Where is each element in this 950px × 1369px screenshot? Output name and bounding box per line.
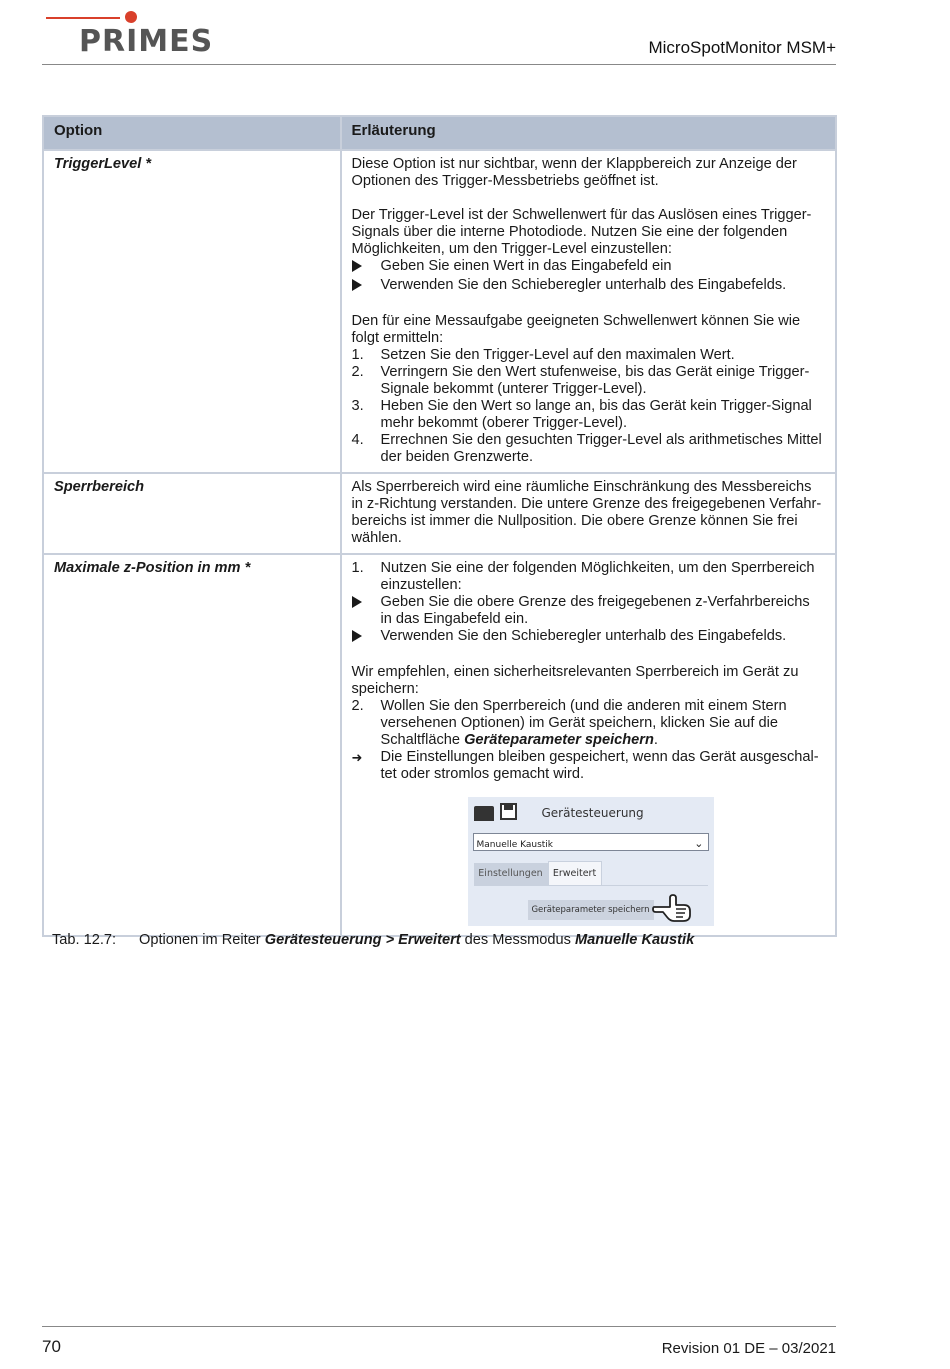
bullet-triangle-icon (352, 260, 362, 272)
paragraph: Den für eine Messaufgabe geeigneten Schwellenwert können Sie wie folgt ermitteln: (351, 313, 801, 346)
list-item: Geben Sie einen Wert in das Eingabefeld ein (352, 258, 826, 277)
panel-title: Gerätesteuerung (541, 806, 644, 820)
caption-number: Tab. 12.7: (52, 932, 117, 948)
footer-divider (42, 1326, 836, 1327)
pointing-hand-icon (652, 891, 694, 923)
tab-einstellungen[interactable]: Einstellungen (474, 863, 548, 885)
logo-text: PRIMES (79, 24, 214, 59)
options-table (42, 115, 837, 937)
folder-open-icon[interactable] (474, 806, 494, 821)
software-screenshot (468, 797, 714, 926)
result-arrow-icon: ➜ (351, 750, 363, 765)
paragraph: Wir empfehlen, einen sicherheitsrelevanten Sperrbereich im Gerät zu speichern: (351, 664, 799, 697)
save-parameters-button[interactable]: Geräteparameter speichern (528, 900, 654, 920)
option-explanation (341, 150, 837, 473)
revision-label: Revision 01 DE – 03/2021 (661, 1340, 836, 1357)
bullet-triangle-icon (352, 596, 362, 608)
paragraph: Als Sperrbereich wird eine räumliche Einschränkung des Messbereichs in z-Richtung verstanden. Die untere Grenze des freigegebenen Verfahrbereichs ist immer die Nullposition. Die obere Grenze können Sie frei wählen. (351, 479, 822, 546)
chevron-down-icon: ⌄ (694, 837, 704, 850)
logo-accent-line (46, 17, 120, 19)
save-disk-icon[interactable] (500, 803, 517, 820)
option-name: Sperrbereich (43, 473, 341, 554)
column-header-option: Option (43, 116, 341, 150)
tab-erweitert[interactable]: Erweitert (548, 861, 602, 885)
table-row (43, 150, 836, 473)
list-item: 3. Heben Sie den Wert so lange an, bis das Gerät kein Trigger-Signal mehr bekommt (oberer Trigger-Level). (351, 398, 812, 431)
option-name: TriggerLevel * (43, 150, 341, 473)
page-number: 70 (42, 1337, 61, 1356)
column-header-explanation: Erläuterung (341, 116, 837, 150)
option-name: Maximale z-Position in mm * (43, 554, 341, 936)
table-caption: Tab. 12.7: Optionen im Reiter Gerätesteuerung > Erweitert des Messmodus Manuelle Kaustik (52, 932, 695, 948)
header-divider (42, 64, 836, 65)
list-item: Verwenden Sie den Schieberegler unterhalb des Eingabefelds. (352, 628, 826, 647)
option-explanation (341, 554, 837, 936)
list-item: 4. Errechnen Sie den gesuchten Trigger-Level als arithmetisches Mittel der beiden Grenzwerte. (351, 432, 822, 465)
paragraph: Diese Option ist nur sichtbar, wenn der Klappbereich zur Anzeige der Optionen des Trigger-Messbetriebs geöffnet ist. (351, 156, 797, 189)
primes-logo (46, 10, 226, 60)
document-title: MicroSpotMonitor MSM+ (648, 38, 836, 57)
list-item: 2. Wollen Sie den Sperrbereich (und die anderen mit einem Stern versehenen Optionen) im Gerät speichern, klicken Sie auf die Schaltfläche Geräteparameter speichern. (351, 698, 787, 748)
paragraph: Der Trigger-Level ist der Schwellenwert für das Auslösen eines Trigger-Signals über die interne Photodiode. Nutzen Sie eine der folgenden Möglichkeiten, um den Trigger-Level einzustellen: (351, 207, 812, 257)
list-item: 1. Nutzen Sie eine der folgenden Möglichkeiten, um den Sperrbereich einzustellen: (351, 560, 815, 593)
logo-accent-dot (125, 11, 137, 23)
bullet-triangle-icon (352, 279, 362, 291)
list-item: Verwenden Sie den Schieberegler unterhalb des Eingabefelds. (352, 277, 826, 296)
list-item: 1. Setzen Sie den Trigger-Level auf den maximalen Wert. (351, 347, 735, 363)
option-explanation (341, 473, 837, 554)
list-item: Geben Sie die obere Grenze des freigegebenen z-Verfahrbereichs in das Eingabefeld ein. (352, 594, 826, 628)
table-row (43, 473, 836, 554)
table-row (43, 554, 836, 936)
button-name-reference: Geräteparameter speichern (464, 732, 654, 748)
list-item: ➜ Die Einstellungen bleiben gespeichert, wenn das Gerät ausgeschaltet oder stromlos gemacht wird. (351, 749, 819, 782)
list-item: 2. Verringern Sie den Wert stufenweise, bis das Gerät einige Trigger-Signale bekommt (unterer Trigger-Level). (351, 364, 810, 397)
mode-select[interactable]: Manuelle Kaustik ⌄ (473, 833, 709, 851)
table-header-row (43, 116, 836, 150)
bullet-triangle-icon (352, 630, 362, 642)
